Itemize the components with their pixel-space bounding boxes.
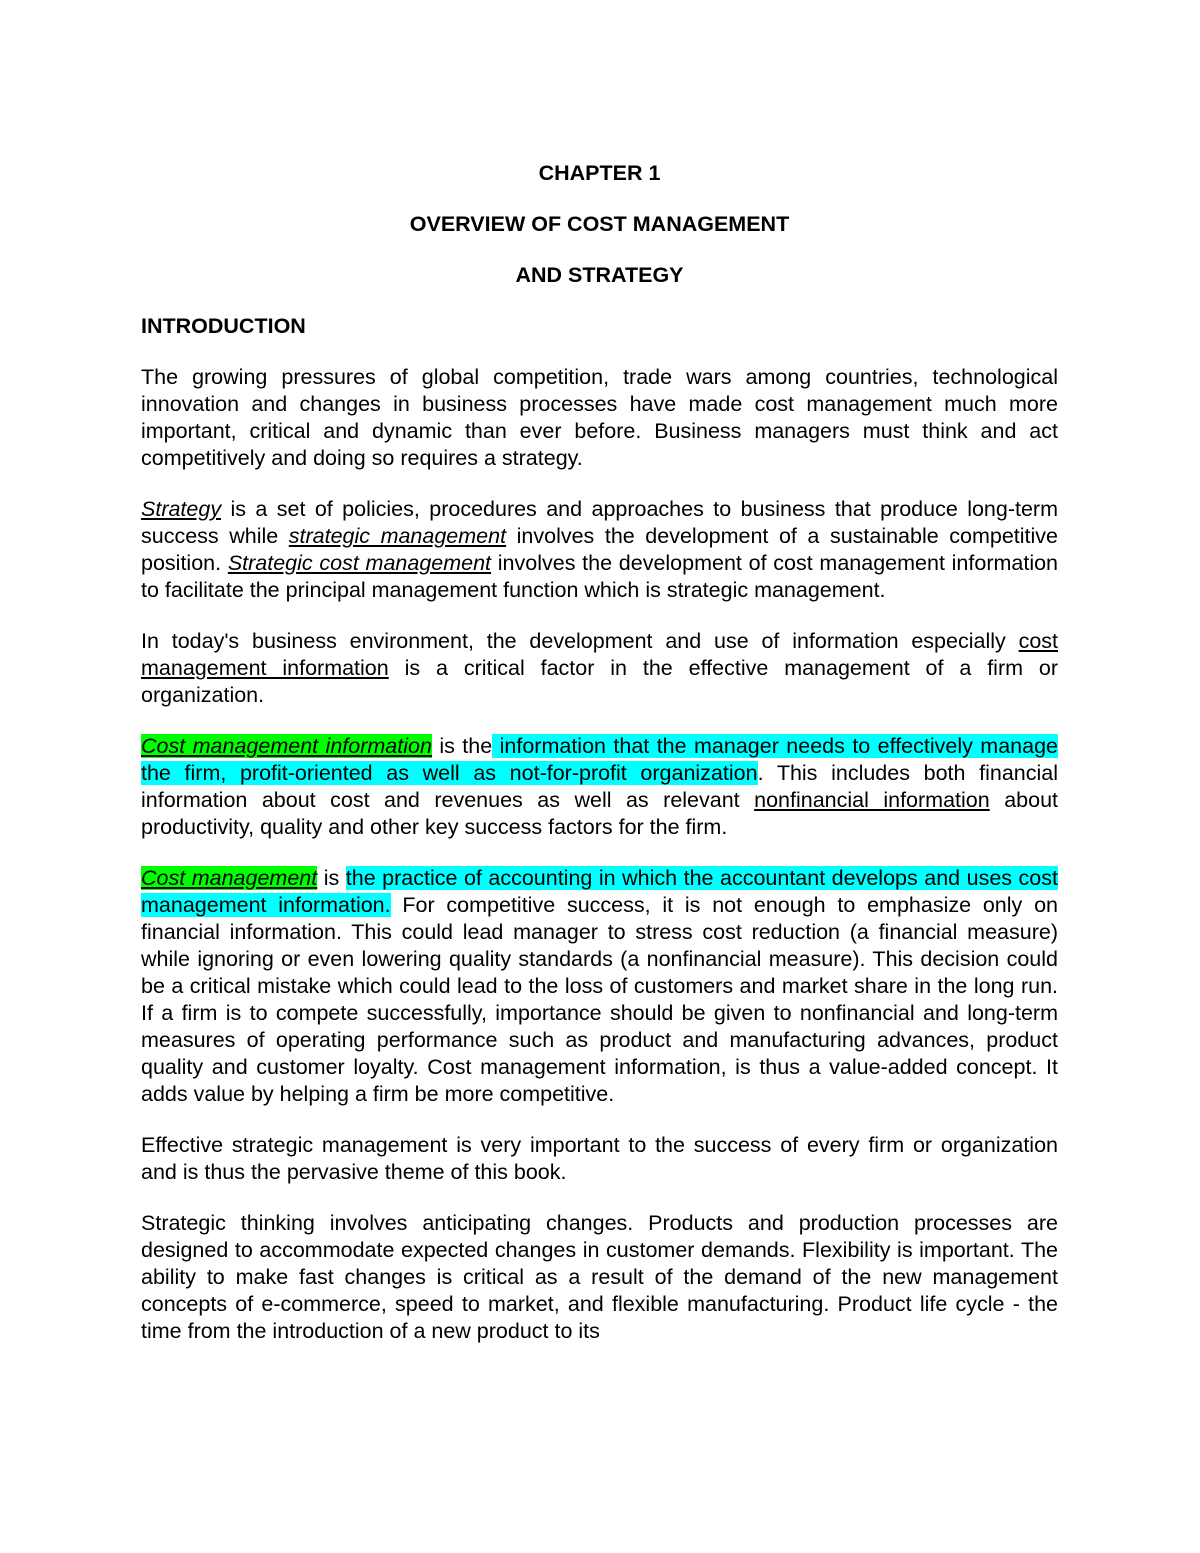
paragraph-intro: The growing pressures of global competition, trade wars among countries, technological innovation and changes in business processes have made cost management much more important, critical and dynamic than ever before. Business managers must think and act competitively and doing so requires a strategy. xyxy=(141,365,1058,470)
term-strategic-management: strategic management xyxy=(288,524,507,548)
text-segment: is a critical factor in the effective management of a firm or organization. xyxy=(141,656,1058,707)
chapter-number: CHAPTER 1 xyxy=(538,161,661,185)
text-segment: is a set of policies, procedures and approaches to business that produce long-term success while xyxy=(141,497,1058,548)
highlighted-term-cost-management-information: Cost management information xyxy=(141,734,432,758)
text-segment: involves the development of a sustainable competitive position. xyxy=(141,524,1058,575)
section-heading-introduction: INTRODUCTION xyxy=(141,314,306,338)
highlighted-definition: information that the manager needs to effectively manage the firm, profit-oriented as well as not-for-profit organization xyxy=(141,734,1058,785)
chapter-title-line-1: OVERVIEW OF COST MANAGEMENT xyxy=(409,212,790,236)
term-cost-management-information: cost management information xyxy=(141,629,1058,680)
highlighted-term-cost-management: Cost management xyxy=(141,866,318,890)
term-strategic-cost-management: Strategic cost management xyxy=(227,551,492,575)
term-strategy: Strategy xyxy=(141,497,222,521)
highlighted-definition: the practice of accounting in which the accountant develops and uses cost management information. xyxy=(141,866,1058,917)
paragraph-effective-strategic-management: Effective strategic management is very important to the success of every firm or organization and is thus the pervasive theme of this book. xyxy=(141,1133,1058,1184)
paragraph-strategy xyxy=(141,496,1058,604)
text-segment: about productivity, quality and other key success factors for the firm. xyxy=(141,788,1058,839)
text-segment: is the xyxy=(431,734,493,758)
text-segment: In today's business environment, the development and use of information especially xyxy=(141,629,1019,653)
text-segment: . This includes both financial information about cost and revenues as well as relevant xyxy=(141,761,1058,812)
text-segment: For competitive success, it is not enough to emphasize only on financial information. This could lead manager to stress cost reduction (a financial measure) while ignoring or even lowering quality standards (a nonfinancial measure). This decision could be a critical mistake which could lead to the loss of customers and market share in the long run. If a firm is to compete successfully, importance should be given to nonfinancial and long-term measures of operating performance such as product and manufacturing advances, product quality and customer loyalty. Cost management information, is thus a value-added concept. It adds value by helping a firm be more competitive. xyxy=(141,893,1058,1106)
chapter-title-line-2: AND STRATEGY xyxy=(515,263,684,287)
paragraph-cost-management xyxy=(141,865,1058,1108)
document-page xyxy=(141,160,1058,1369)
paragraph-business-environment xyxy=(141,628,1058,709)
paragraph-cost-management-information xyxy=(141,733,1058,841)
paragraph-strategic-thinking: Strategic thinking involves anticipating changes. Products and production processes are designed to accommodate expected changes in customer demands. Flexibility is important. The ability to make fast changes is critical as a result of the demand of the new management concepts of e-commerce, speed to market, and flexible manufacturing. Product life cycle - the time from the introduction of a new product to its xyxy=(141,1211,1058,1343)
text-segment: involves the development of cost management information to facilitate the principal management function which is strategic management. xyxy=(141,551,1059,602)
term-nonfinancial-information: nonfinancial information xyxy=(754,788,990,812)
text-segment: is xyxy=(317,866,346,890)
text-segment-space xyxy=(492,734,499,758)
